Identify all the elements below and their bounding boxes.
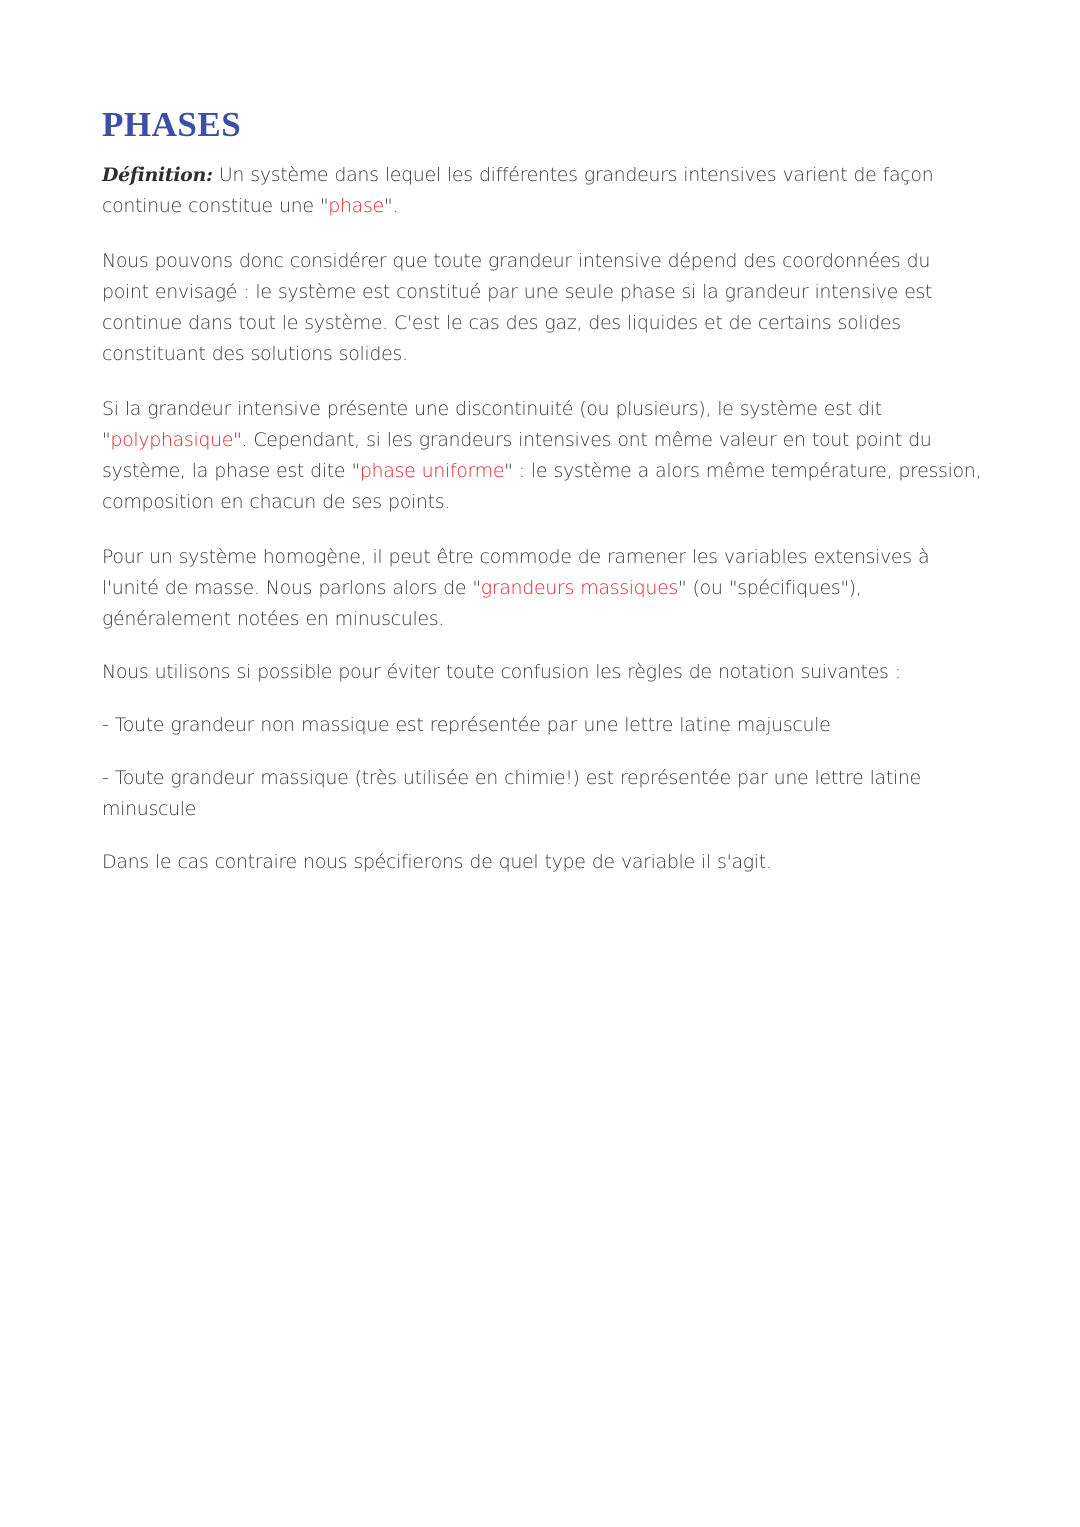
definition-paragraph (102, 160, 982, 222)
highlight-phase: phase (328, 195, 384, 217)
paragraph-intensive-dependence: Nous pouvons donc considérer que toute grandeur intensive dépend des coordonnées du point envisagé : le système est constitué par une seule phase si la grandeur intensive est continue dans tout le système. C'est le cas des gaz, des liquides et de certains solides constituant des solutions solides. (102, 250, 933, 365)
definition-text-after: ". (383, 195, 398, 217)
definition-text-before: Un système dans lequel les différentes grandeurs intensives varient de façon continue constitue une " (102, 164, 934, 217)
paragraph-massic (102, 542, 982, 635)
paragraph4-part1: Pour un système homogène, il peut être commode de ramener les variables extensives à l'unité de masse. Nous parlons alors de " (102, 546, 930, 599)
page-title: PHASES (102, 105, 242, 144)
paragraph-conclusion: Dans le cas contraire nous spécifierons de quel type de variable il s'agit. (102, 851, 772, 873)
rule-item-lowercase: - Toute grandeur massique (très utilisée en chimie!) est représentée par une lettre latine minuscule (102, 767, 921, 820)
paragraph3-part3: " : le système a alors même température, pression, composition en chacun de ses points. (102, 460, 982, 513)
highlight-phase-uniforme: phase uniforme (359, 460, 505, 482)
highlight-grandeurs-massiques: grandeurs massiques (480, 577, 678, 599)
definition-label: Définition: (102, 164, 213, 186)
paragraph3-part2: ". Cependant, si les grandeurs intensives ont même valeur en tout point du système, la phase est dite " (102, 429, 932, 482)
paragraph4-part2: " (ou "spécifiques"), généralement notées en minuscules. (102, 577, 862, 630)
paragraph-polyphasic (102, 394, 982, 518)
rule-item-uppercase: - Toute grandeur non massique est représentée par une lettre latine majuscule (102, 714, 831, 736)
document-page (102, 104, 982, 878)
highlight-polyphasique: polyphasique (110, 429, 234, 451)
paragraph-notation-intro: Nous utilisons si possible pour éviter toute confusion les règles de notation suivantes : (102, 661, 901, 683)
paragraph3-part1: Si la grandeur intensive présente une discontinuité (ou plusieurs), le système est dit " (102, 398, 882, 451)
